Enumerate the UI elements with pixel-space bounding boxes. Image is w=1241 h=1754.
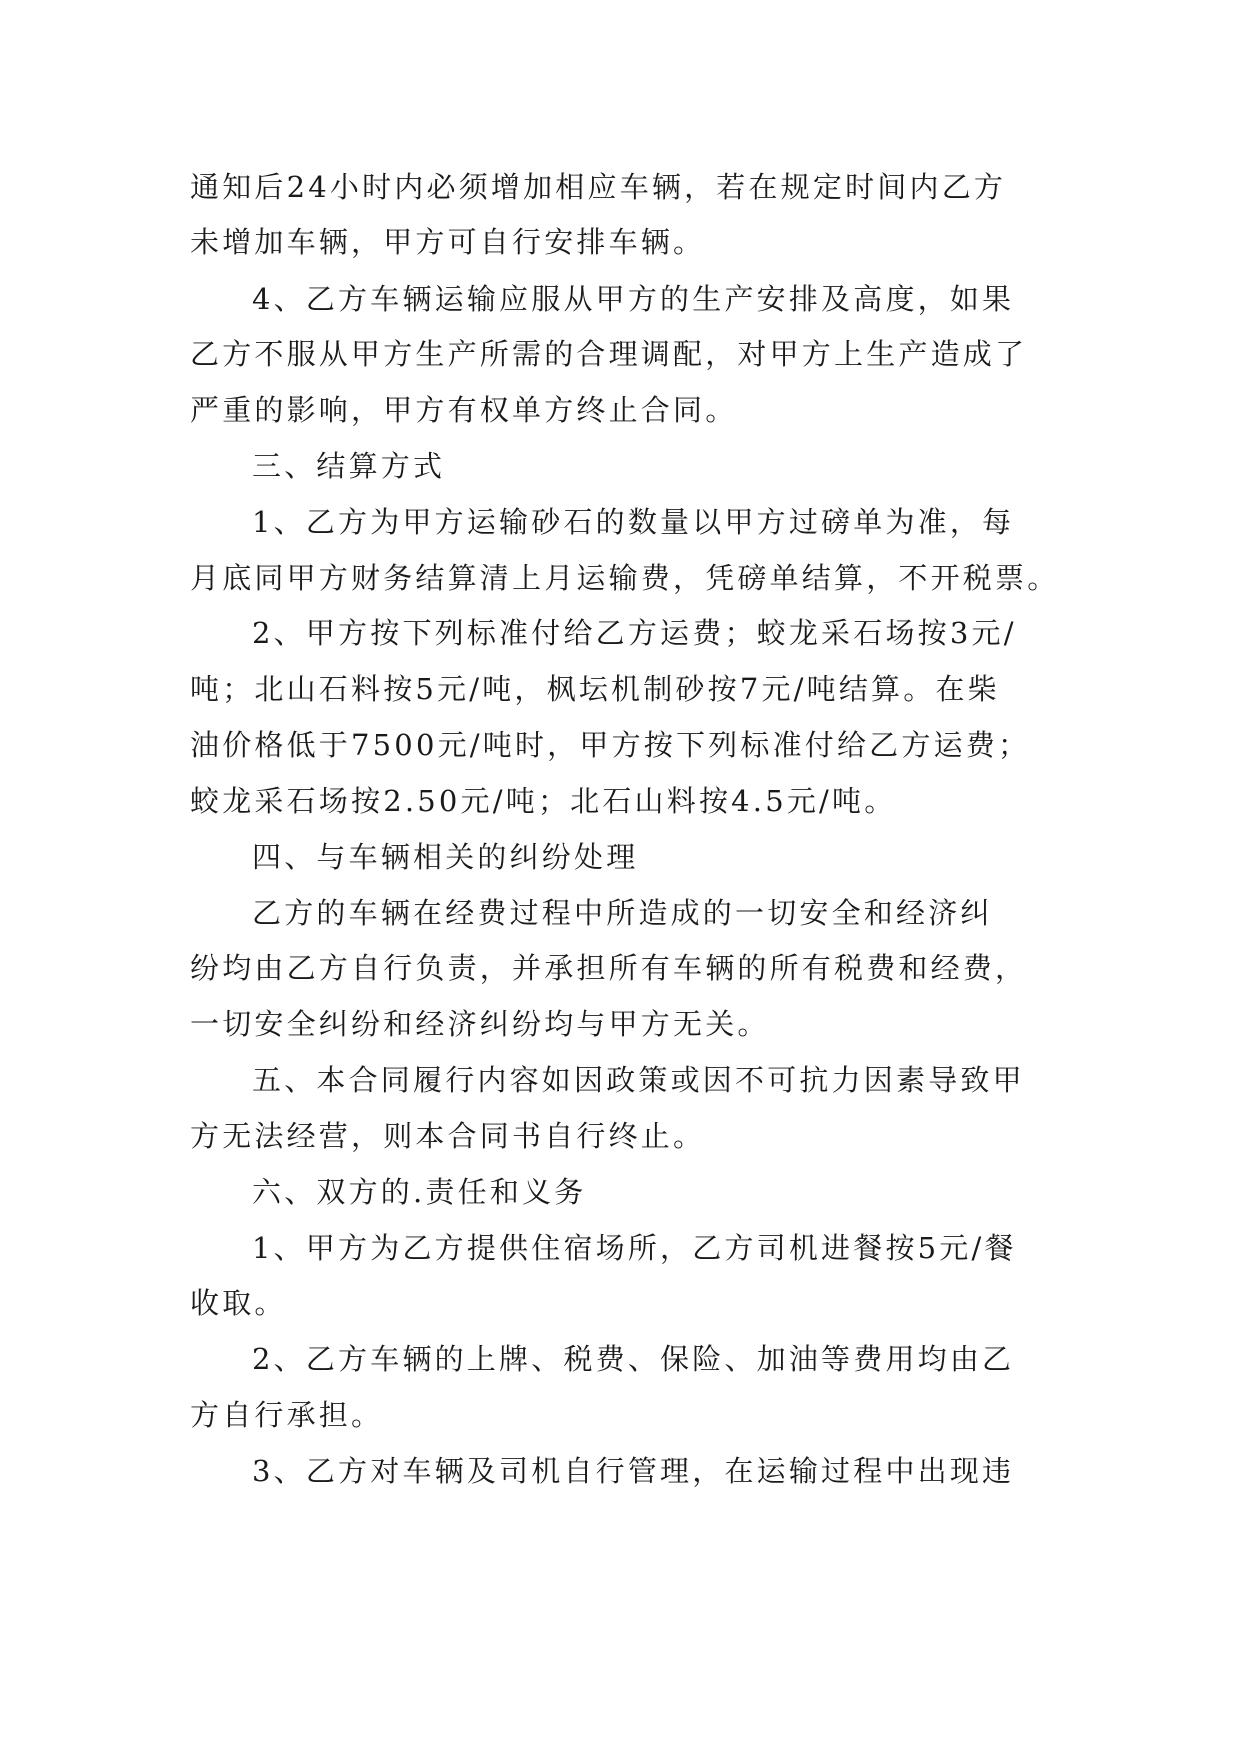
- text-line: 2、甲方按下列标准付给乙方运费；蛟龙采石场按3元/: [252, 616, 1017, 650]
- text-line: 4、乙方车辆运输应服从甲方的生产安排及高度，如果: [252, 282, 1015, 316]
- section-heading: 六、双方的.责任和义务: [252, 1175, 587, 1209]
- text-line: 1、甲方为乙方提供住宿场所，乙方司机进餐按5元/餐: [252, 1231, 1017, 1265]
- text-line: 纷均由乙方自行负责，并承担所有车辆的所有税费和经费，: [190, 951, 1028, 985]
- text-line: 五、本合同履行内容如因政策或因不可抗力因素导致甲: [252, 1063, 1025, 1097]
- text-line: 吨；北山石料按5元/吨，枫坛机制砂按7元/吨结算。在柴: [190, 672, 1000, 706]
- text-line: 一切安全纠纷和经济纠纷均与甲方无关。: [190, 1007, 770, 1041]
- text-line: 月底同甲方财务结算清上月运输费，凭磅单结算，不开税票。: [190, 561, 1060, 595]
- text-line: 乙方不服从甲方生产所需的合理调配，对甲方上生产造成了: [190, 337, 1028, 371]
- text-line: 方自行承担。: [190, 1398, 384, 1432]
- text-line: 蛟龙采石场按2.50元/吨；北石山料按4.5元/吨。: [190, 784, 897, 818]
- text-line: 3、乙方对车辆及司机自行管理，在运输过程中出现违: [252, 1454, 1015, 1488]
- section-heading: 四、与车辆相关的纠纷处理: [252, 840, 639, 874]
- text-line: 油价格低于7500元/吨时，甲方按下列标准付给乙方运费；: [190, 728, 1031, 762]
- section-heading: 三、结算方式: [252, 449, 446, 483]
- text-line: 2、乙方车辆的上牌、税费、保险、加油等费用均由乙: [252, 1342, 1015, 1376]
- text-line: 乙方的车辆在经费过程中所造成的一切安全和经济纠: [252, 896, 993, 930]
- text-line: 方无法经营，则本合同书自行终止。: [190, 1119, 706, 1153]
- text-line: 收取。: [190, 1286, 287, 1320]
- text-line: 通知后24小时内必须增加相应车辆，若在规定时间内乙方: [190, 170, 1007, 204]
- text-line: 未增加车辆，甲方可自行安排车辆。: [190, 225, 706, 259]
- text-line: 1、乙方为甲方运输砂石的数量以甲方过磅单为准，每: [252, 505, 1015, 539]
- text-line: 严重的影响，甲方有权单方终止合同。: [190, 393, 738, 427]
